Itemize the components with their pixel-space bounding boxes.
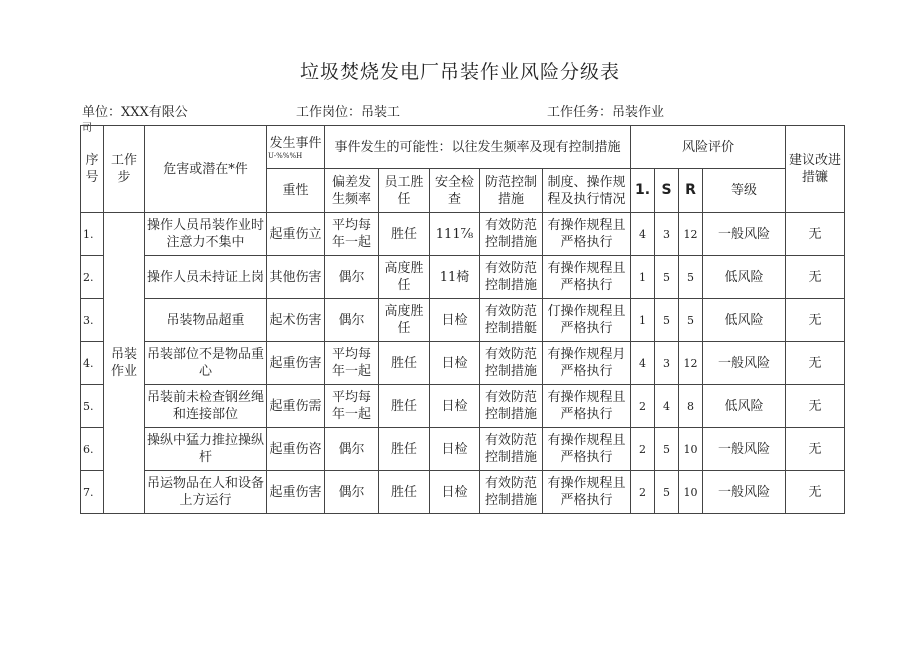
table-row xyxy=(81,256,845,299)
row-event: 起重伤害 xyxy=(267,471,325,514)
row-check: 日检 xyxy=(430,428,480,471)
table-row xyxy=(81,385,845,428)
row-hazard: 吊装部位不是物品重心 xyxy=(145,342,267,385)
row-r: 10 xyxy=(679,471,703,514)
row-r: 12 xyxy=(679,342,703,385)
table-row xyxy=(81,428,845,471)
header-hazard: 危害或潜在*件 xyxy=(145,126,267,213)
row-staff: 胜任 xyxy=(379,385,430,428)
table-row xyxy=(81,342,845,385)
row-s: 3 xyxy=(655,342,679,385)
header-suggest: 建议改进措镰 xyxy=(786,126,845,213)
row-s: 5 xyxy=(655,299,679,342)
row-suggest: 无 xyxy=(786,471,845,514)
row-s: 5 xyxy=(655,471,679,514)
header-safety: 安全检查 xyxy=(430,169,480,213)
row-no: 6. xyxy=(81,428,104,471)
row-hazard: 吊装物品超重 xyxy=(145,299,267,342)
row-system: 有操作规程月严格执行 xyxy=(543,342,631,385)
row-freq: 平均每年一起 xyxy=(325,385,379,428)
row-hazard: 吊装前未检查钢丝绳和连接部位 xyxy=(145,385,267,428)
row-l: 4 xyxy=(631,342,655,385)
row-prevention: 有效防范控制措艇 xyxy=(480,299,543,342)
row-event: 起重伤需 xyxy=(267,385,325,428)
header-r: R xyxy=(679,169,703,213)
row-event: 起术伤害 xyxy=(267,299,325,342)
row-system: 有操作规程且严格执行 xyxy=(543,256,631,299)
row-suggest: 无 xyxy=(786,428,845,471)
table-row xyxy=(81,471,845,514)
row-freq: 偶尔 xyxy=(325,428,379,471)
row-freq: 平均每年一起 xyxy=(325,213,379,256)
row-system: 仃操作规程且严格执行 xyxy=(543,299,631,342)
row-suggest: 无 xyxy=(786,213,845,256)
row-l: 2 xyxy=(631,385,655,428)
row-event: 起重伤害 xyxy=(267,342,325,385)
row-prevention: 有效防范控制措施 xyxy=(480,342,543,385)
header-severity: 重性 xyxy=(267,169,325,213)
row-check: 日检 xyxy=(430,385,480,428)
header-deviation: 偏差发生频率 xyxy=(325,169,379,213)
row-grade: 低风险 xyxy=(703,256,786,299)
row-suggest: 无 xyxy=(786,299,845,342)
row-s: 3 xyxy=(655,213,679,256)
table-row xyxy=(81,213,845,256)
row-r: 12 xyxy=(679,213,703,256)
row-l: 4 xyxy=(631,213,655,256)
row-system: 有操作规程且严格执行 xyxy=(543,471,631,514)
row-suggest: 无 xyxy=(786,342,845,385)
row-r: 8 xyxy=(679,385,703,428)
risk-table xyxy=(80,125,845,514)
step-cell: 吊装作业 xyxy=(104,213,145,514)
row-prevention: 有效防范控制措施 xyxy=(480,385,543,428)
row-check: 日检 xyxy=(430,471,480,514)
header-s: S xyxy=(655,169,679,213)
header-risk-eval: 风险评价 xyxy=(631,126,786,169)
row-no: 4. xyxy=(81,342,104,385)
row-r: 5 xyxy=(679,299,703,342)
row-s: 5 xyxy=(655,428,679,471)
row-r: 10 xyxy=(679,428,703,471)
row-s: 5 xyxy=(655,256,679,299)
row-l: 2 xyxy=(631,428,655,471)
row-no: 7. xyxy=(81,471,104,514)
row-event: 起重伤立 xyxy=(267,213,325,256)
row-event: 起重伤咨 xyxy=(267,428,325,471)
row-grade: 一般风险 xyxy=(703,213,786,256)
header-possibility: 事件发生的可能性：以往发生频率及现有控制措施 xyxy=(325,126,631,169)
row-staff: 胜任 xyxy=(379,428,430,471)
row-system: 有操作规程且严格执行 xyxy=(543,385,631,428)
header-staff: 员工胜任 xyxy=(379,169,430,213)
row-prevention: 有效防范控制措施 xyxy=(480,428,543,471)
row-grade: 一般风险 xyxy=(703,342,786,385)
row-prevention: 有效防范控制措施 xyxy=(480,213,543,256)
unit-label-tail: 司 xyxy=(82,123,92,134)
row-check: 日检 xyxy=(430,342,480,385)
row-no: 5. xyxy=(81,385,104,428)
header-grade: 等级 xyxy=(703,169,786,213)
row-staff: 高度胜任 xyxy=(379,256,430,299)
row-grade: 一般风险 xyxy=(703,428,786,471)
header-system: 制度、操作规程及执行情况 xyxy=(543,169,631,213)
row-staff: 胜任 xyxy=(379,213,430,256)
row-l: 1 xyxy=(631,299,655,342)
row-staff: 胜任 xyxy=(379,342,430,385)
row-s: 4 xyxy=(655,385,679,428)
row-staff: 高度胜任 xyxy=(379,299,430,342)
row-freq: 偶尔 xyxy=(325,471,379,514)
header-event-label: 发生事件 xyxy=(269,135,322,151)
row-freq: 平均每年一起 xyxy=(325,342,379,385)
row-no: 2. xyxy=(81,256,104,299)
row-l: 1 xyxy=(631,256,655,299)
row-l: 2 xyxy=(631,471,655,514)
row-suggest: 无 xyxy=(786,256,845,299)
row-event: 其他伤害 xyxy=(267,256,325,299)
row-no: 3. xyxy=(81,299,104,342)
header-l: 1. xyxy=(631,169,655,213)
row-hazard: 操作人员吊装作业时注意力不集中 xyxy=(145,213,267,256)
row-grade: 低风险 xyxy=(703,299,786,342)
page-title: 垃圾焚烧发电厂吊装作业风险分级表 xyxy=(299,61,620,83)
row-r: 5 xyxy=(679,256,703,299)
row-hazard: 操作人员未持证上岗 xyxy=(145,256,267,299)
row-prevention: 有效防范控制措施 xyxy=(480,256,543,299)
task-label: 工作任务：吊装作业 xyxy=(547,105,665,120)
row-staff: 胜任 xyxy=(379,471,430,514)
table-row xyxy=(81,299,845,342)
row-prevention: 有效防范控制措施 xyxy=(480,471,543,514)
row-check: 11椅 xyxy=(430,256,480,299)
row-hazard: 操纵中猛力推拉操纵杆 xyxy=(145,428,267,471)
row-freq: 偶尔 xyxy=(325,256,379,299)
unit-label: 单位：XXX有限公 xyxy=(82,105,188,120)
row-freq: 偶尔 xyxy=(325,299,379,342)
row-system: 有操作规程且严格执行 xyxy=(543,213,631,256)
header-event-note: U-%%%H xyxy=(268,151,303,160)
row-system: 有操作规程且严格执行 xyxy=(543,428,631,471)
header-event xyxy=(267,126,325,169)
row-check: 111⅞ xyxy=(430,213,480,256)
row-suggest: 无 xyxy=(786,385,845,428)
row-grade: 一般风险 xyxy=(703,471,786,514)
header-seq: 序号 xyxy=(81,126,104,213)
post-label: 工作岗位：吊装工 xyxy=(296,105,401,120)
row-no: 1. xyxy=(81,213,104,256)
row-hazard: 吊运物品在人和设备上方运行 xyxy=(145,471,267,514)
row-check: 日检 xyxy=(430,299,480,342)
header-prevention: 防范控制措施 xyxy=(480,169,543,213)
row-grade: 低风险 xyxy=(703,385,786,428)
header-step: 工作步 xyxy=(104,126,145,213)
